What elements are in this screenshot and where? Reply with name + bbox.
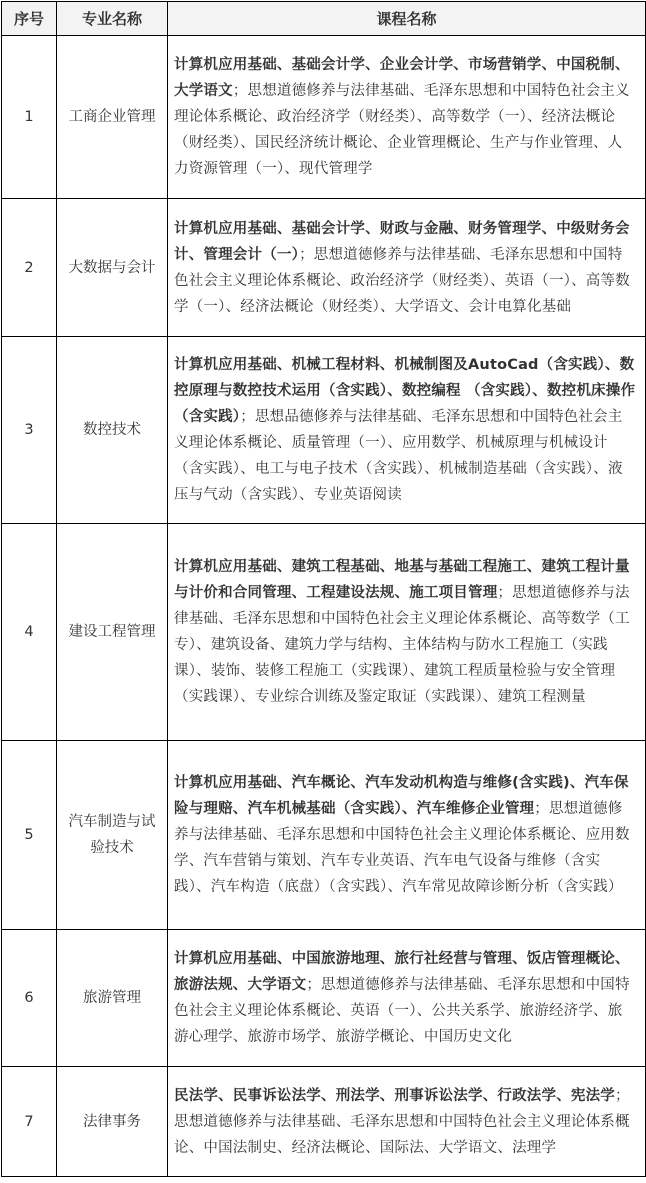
header-index: 序号 bbox=[2, 2, 57, 36]
header-major: 专业名称 bbox=[57, 2, 168, 36]
row-major: 工商企业管理 bbox=[57, 36, 168, 199]
row-index: 6 bbox=[2, 930, 57, 1067]
row-index: 7 bbox=[2, 1067, 57, 1177]
row-major: 建设工程管理 bbox=[57, 524, 168, 741]
table-row bbox=[2, 930, 646, 1067]
other-courses: ；思想道德修养与法律基础、毛泽东思想和中国特色社会主义理论体系概论、英语（一）、公共关系学、旅游经济学、旅游心理学、旅游市场学、旅游学概论、中国历史文化 bbox=[174, 977, 630, 1045]
other-courses: ；思想道德修养与法律基础、毛泽东思想和中国特色社会主义理论体系概论、政治经济学（财经类）、英语（一）、高等数学（一）、经济法概论（财经类）、大学语文、会计电算化基础 bbox=[174, 246, 630, 315]
row-major: 法律事务 bbox=[57, 1067, 168, 1177]
row-courses bbox=[168, 930, 646, 1067]
row-courses bbox=[168, 1067, 646, 1177]
row-major: 汽车制造与试验技术 bbox=[57, 741, 168, 930]
table-row bbox=[2, 337, 646, 524]
row-index: 5 bbox=[2, 741, 57, 930]
core-courses: 计算机应用基础、机械工程材料、机械制图及AutoCad（含实践）、数控原理与数控技术运用（含实践）、数控编程 （含实践）、数控机床操作（含实践） bbox=[174, 357, 636, 425]
row-courses bbox=[168, 36, 646, 199]
table-row bbox=[2, 524, 646, 741]
row-major: 大数据与会计 bbox=[57, 199, 168, 337]
other-courses: ；思想道德修养与法律基础、毛泽东思想和中国特色社会主义理论体系概论、政治经济学（财经类）、高等数学（一）、经济法概论（财经类）、国民经济统计概论、企业管理概论、生产与作业管理、人力资源管理（一）、现代管理学 bbox=[174, 83, 630, 177]
other-courses: ；思想品德修养与法律基础、毛泽东思想和中国特色社会主义理论体系概论、质量管理（一）、应用数学、机械原理与机械设计（含实践）、电工与电子技术（含实践）、机械制造基础（含实践）、液压与气动（含实践）、专业英语阅读 bbox=[174, 409, 623, 503]
row-courses bbox=[168, 741, 646, 930]
row-index: 3 bbox=[2, 337, 57, 524]
row-courses bbox=[168, 337, 646, 524]
other-courses: ；思想道德修养与法律基础、毛泽东思想和中国特色社会主义理论体系概论、应用数学、汽车营销与策划、汽车专业英语、汽车电气设备与维修（含实践）、汽车构造（底盘）（含实践）、汽车常见故障诊断分析（含实践） bbox=[174, 801, 630, 895]
core-courses: 计算机应用基础、基础会计学、财政与金融、财务管理学、中级财务会计、管理会计（一） bbox=[174, 220, 630, 263]
core-courses: 计算机应用基础、建筑工程基础、地基与基础工程施工、建筑工程计量与计价和合同管理、工程建设法规、施工项目管理 bbox=[174, 559, 630, 601]
table-row bbox=[2, 199, 646, 337]
row-major: 数控技术 bbox=[57, 337, 168, 524]
core-courses: 计算机应用基础、汽车概论、汽车发动机构造与维修(含实践)、汽车保险与理赔、汽车机械基础（含实践）、汽车维修企业管理 bbox=[174, 775, 629, 817]
core-courses: 民法学、民事诉讼法学、刑法学、刑事诉讼法学、行政法学、宪法学 bbox=[174, 1087, 615, 1104]
other-courses: ；思想道德修养与法律基础、毛泽东思想和中国特色社会主义理论体系概论、高等数学（工专）、建筑设备、建筑力学与结构、主体结构与防水工程施工（实践课）、装饰、装修工程施工（实践课）、建筑工程质量检验与安全管理（实践课）、专业综合训练及鉴定取证（实践课）、建筑工程测量 bbox=[174, 585, 630, 705]
row-major: 旅游管理 bbox=[57, 930, 168, 1067]
row-index: 1 bbox=[2, 36, 57, 199]
core-courses: 计算机应用基础、中国旅游地理、旅行社经营与管理、饭店管理概论、旅游法规、大学语文 bbox=[174, 951, 630, 993]
course-table bbox=[1, 1, 646, 1177]
core-courses: 计算机应用基础、基础会计学、企业会计学、市场营销学、中国税制、大学语文 bbox=[174, 57, 630, 99]
row-index: 2 bbox=[2, 199, 57, 337]
header-row bbox=[2, 2, 646, 36]
other-courses: ；思想道德修养与法律基础、毛泽东思想和中国特色社会主义理论体系概论、中国法制史、经济法概论、国际法、大学语文、法理学 bbox=[174, 1087, 630, 1156]
header-courses: 课程名称 bbox=[168, 2, 646, 36]
table-row bbox=[2, 36, 646, 199]
table-row bbox=[2, 1067, 646, 1177]
row-index: 4 bbox=[2, 524, 57, 741]
row-courses bbox=[168, 199, 646, 337]
table-row bbox=[2, 741, 646, 930]
row-courses bbox=[168, 524, 646, 741]
